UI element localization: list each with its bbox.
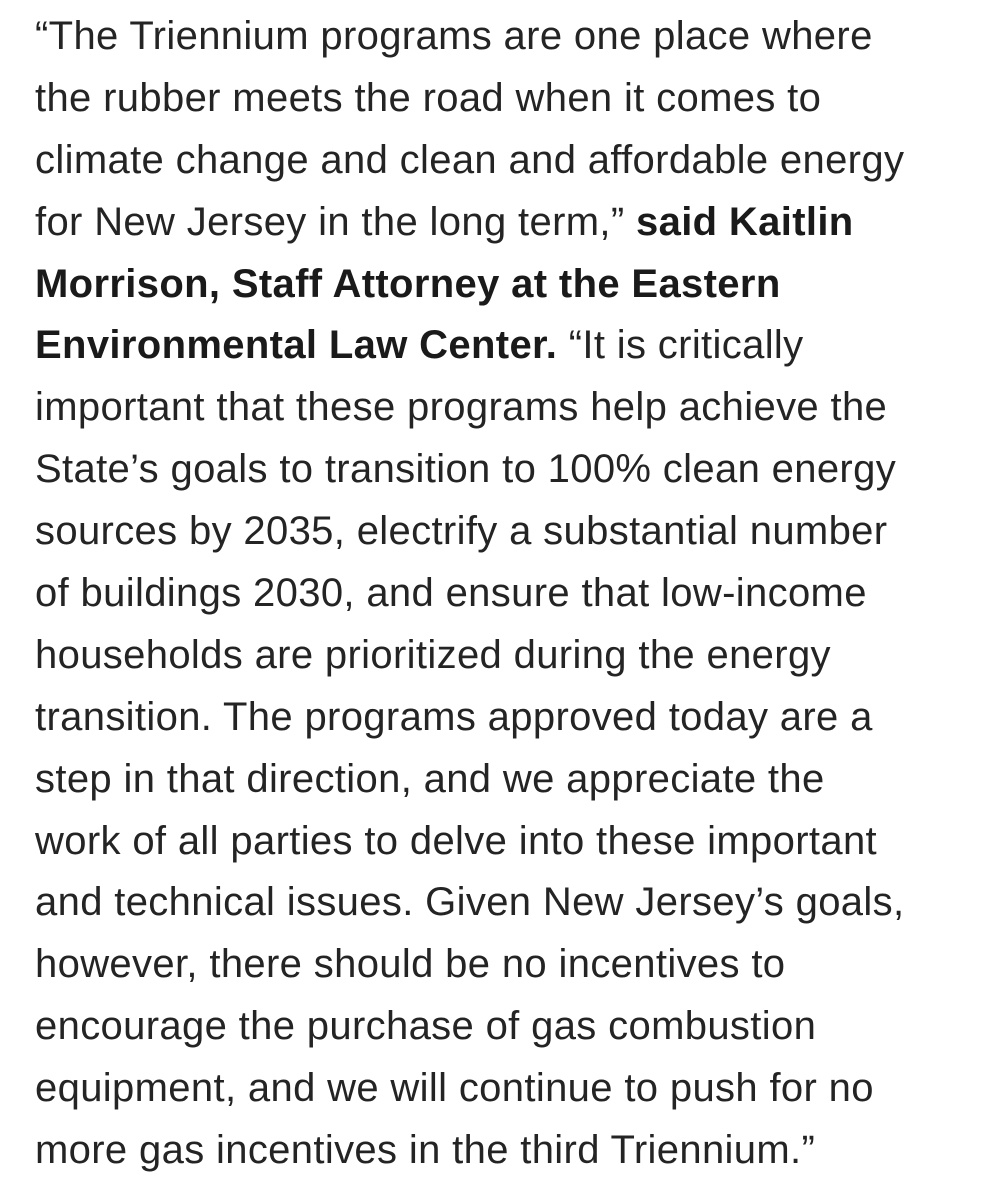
quote-line-7: important that these programs help achieve the bbox=[35, 385, 888, 430]
quote-line-19: more gas incentives in the third Triennium.” bbox=[35, 1128, 816, 1173]
quote-text-segment: for New Jersey in the long term,” bbox=[35, 199, 625, 244]
speaker-organization: Environmental Law Center. bbox=[35, 323, 558, 368]
quote-line-1: “The Triennium programs are one place where bbox=[35, 14, 873, 58]
speaker-attribution-start: said Kaitlin bbox=[636, 199, 854, 244]
quote-line-13: step in that direction, and we appreciate the bbox=[35, 756, 825, 801]
quote-paragraph bbox=[35, 6, 965, 1182]
quote-line-10: of buildings 2030, and ensure that low-income bbox=[35, 571, 867, 616]
quote-line-9: sources by 2035, electrify a substantial number bbox=[35, 509, 888, 554]
quote-line-6 bbox=[35, 315, 965, 377]
quote-line-4 bbox=[35, 192, 965, 254]
quote-text-segment: “It is critically bbox=[568, 323, 804, 368]
quote-line-14: work of all parties to delve into these important bbox=[35, 818, 878, 863]
speaker-attribution-line: Morrison, Staff Attorney at the Eastern bbox=[35, 261, 781, 306]
quote-line-8: State’s goals to transition to 100% clean energy bbox=[35, 447, 897, 492]
quote-line-15: and technical issues. Given New Jersey’s goals, bbox=[35, 880, 905, 925]
quote-line-17: encourage the purchase of gas combustion bbox=[35, 1004, 817, 1049]
quote-line-3: climate change and clean and affordable energy bbox=[35, 137, 905, 182]
quote-line-16: however, there should be no incentives to bbox=[35, 942, 786, 987]
quote-line-12: transition. The programs approved today are a bbox=[35, 694, 873, 739]
quote-line-18: equipment, and we will continue to push for no bbox=[35, 1066, 874, 1111]
quote-line-2: the rubber meets the road when it comes to bbox=[35, 75, 822, 120]
quote-line-11: households are prioritized during the energy bbox=[35, 632, 831, 677]
